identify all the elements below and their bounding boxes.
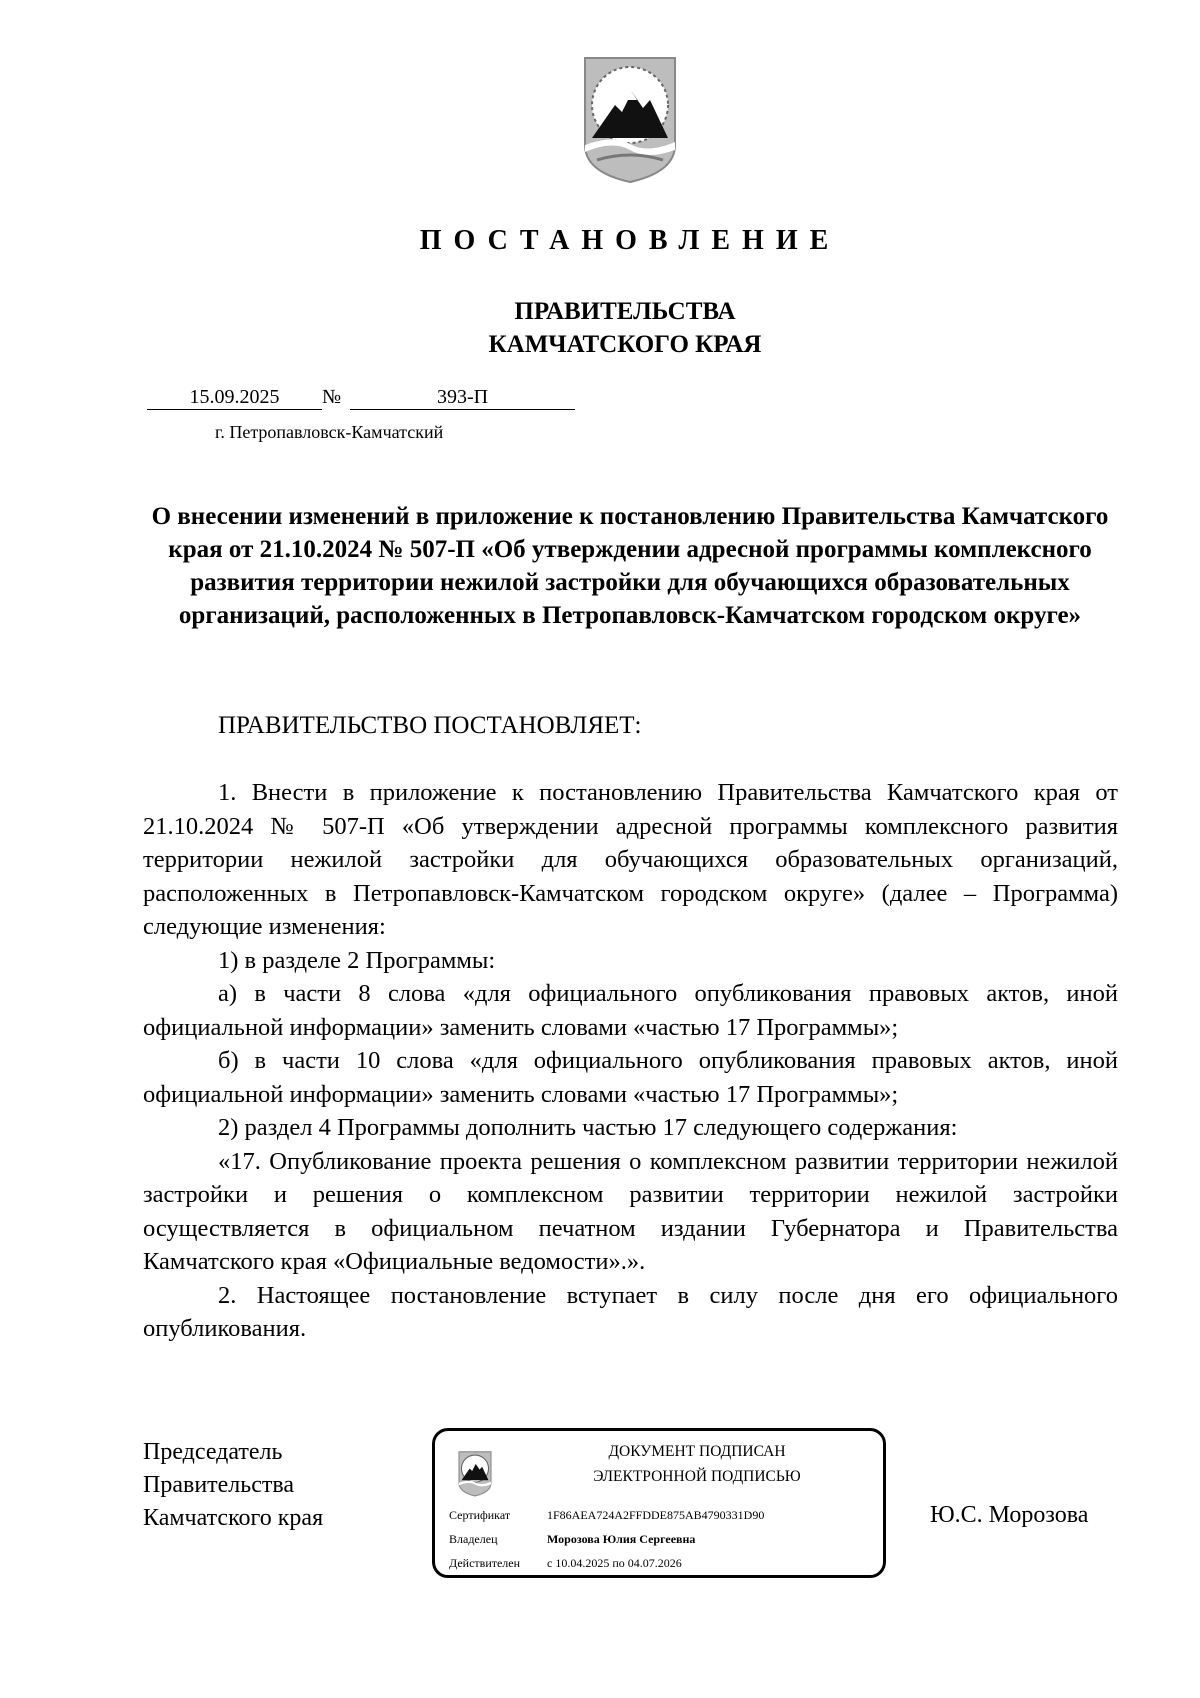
- paragraph: «17. Опубликование проекта решения о комплексном развитии территории нежилой застройки и решения о комплексном развитии территории нежилой застройки осуществляется в официальном печатном издании Губернатора и Правительства Камчатского края «Официальные ведомости».».: [143, 1147, 1118, 1275]
- stamp-owner-row: [449, 1532, 695, 1547]
- document-type-heading: ПОСТАНОВЛЕНИЕ: [419, 225, 841, 256]
- stamp-title-line-2: ЭЛЕКТРОННОЙ ПОДПИСЬЮ: [593, 1468, 801, 1485]
- signatory-role-line-2: Правительства: [143, 1472, 295, 1498]
- issuer-line-2: КАМЧАТСКОГО КРАЯ: [488, 331, 762, 358]
- paragraph: 1) в разделе 2 Программы:: [218, 946, 496, 974]
- stamp-validity-row: [449, 1556, 682, 1571]
- document-body: [143, 776, 1118, 1346]
- signatory-role-line-3: Камчатского края: [143, 1505, 324, 1531]
- stamp-owner-label: Владелец: [449, 1532, 498, 1546]
- stamp-title-line-1: ДОКУМЕНТ ПОДПИСАН: [608, 1443, 786, 1460]
- stamp-certificate-label: Сертификат: [449, 1508, 511, 1522]
- document-title: О внесении изменений в приложение к постановлению Правительства Камчатского края от 21.10.2024 № 507-П «Об утверждении адресной программы комплексного развития территории нежилой застройки для обучающихся образовательных организаций, расположенных в Петропавловск-Камчатском городском округе»: [151, 503, 1109, 629]
- paragraph: 1. Внести в приложение к постановлению Правительства Камчатского края от 21.10.2024 № 507-П «Об утверждении адресной программы комплексного развития территории нежилой застройки для обучающихся образовательных организаций, расположенных в Петропавловск-Камчатском городском округе» (далее – Программа) следующие изменения:: [143, 779, 1118, 940]
- paragraph: а) в части 8 слова «для официального опубликования правовых актов, иной официальной информации» заменить словами «частью 17 Программы»;: [143, 980, 1118, 1041]
- stamp-certificate-row: [449, 1508, 764, 1523]
- signatory-role: [143, 1436, 323, 1535]
- stamp-owner-value: Морозова Юлия Сергеевна: [547, 1532, 696, 1546]
- paragraph: 2) раздел 4 Программы дополнить частью 17 следующего содержания:: [218, 1114, 958, 1141]
- stamp-emblem-icon: [455, 1449, 495, 1497]
- document-city: г. Петропавловск-Камчатский: [215, 422, 444, 442]
- stamp-validity-value: с 10.04.2025 по 04.07.2026: [547, 1556, 682, 1570]
- issuer-line-1: ПРАВИТЕЛЬСТВА: [514, 298, 736, 325]
- coat-of-arms-icon: [575, 50, 685, 185]
- decree-statement: ПРАВИТЕЛЬСТВО ПОСТАНОВЛЯЕТ:: [218, 712, 642, 739]
- paragraph: б) в части 10 слова «для официального опубликования правовых актов, иной официальной информации» заменить словами «частью 17 Программы»;: [143, 1047, 1118, 1108]
- stamp-validity-label: Действителен: [449, 1556, 521, 1570]
- paragraph: 2. Настоящее постановление вступает в силу после дня его официального опубликования.: [143, 1281, 1118, 1342]
- stamp-certificate-value: 1F86AEA724A2FFDDE875AB4790331D90: [547, 1508, 765, 1522]
- issuer-heading: [0, 295, 1200, 361]
- signatory-role-line-1: Председатель: [143, 1439, 283, 1465]
- electronic-signature-stamp: [432, 1428, 886, 1578]
- number-sign: №: [322, 386, 342, 408]
- document-date: 15.09.2025: [147, 386, 322, 410]
- signatory-name: Ю.С. Морозова: [930, 1502, 1089, 1528]
- document-number: 393-П: [350, 386, 575, 410]
